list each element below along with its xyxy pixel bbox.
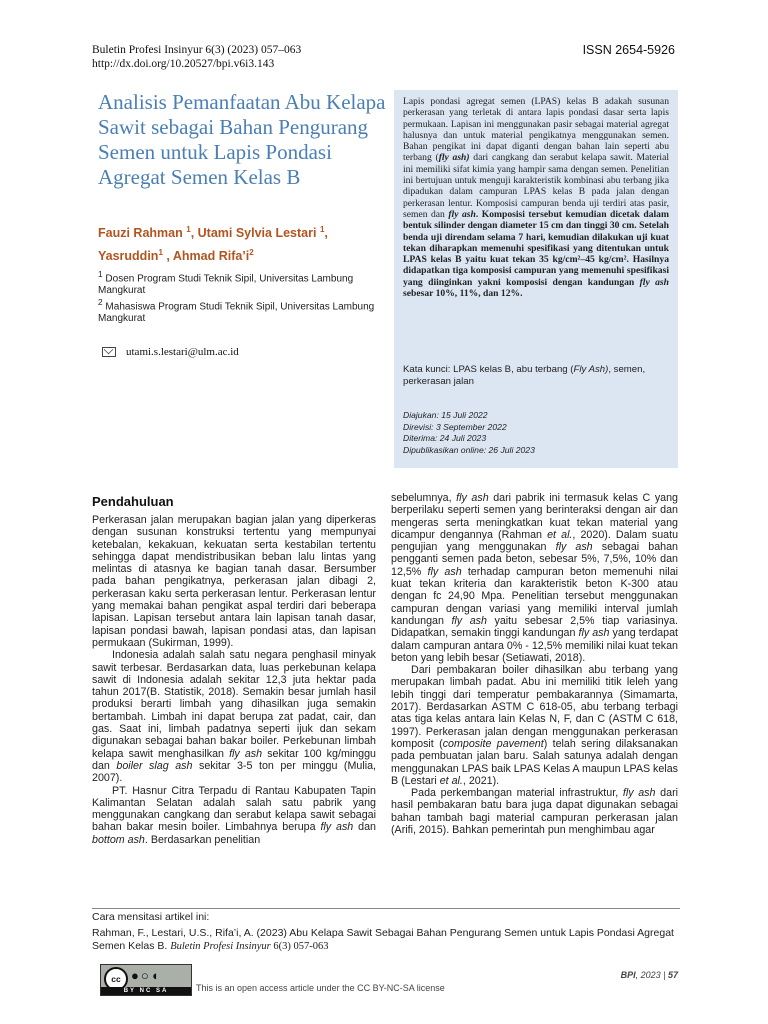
cc-by-nc-sa-badge[interactable] — [100, 964, 192, 996]
paragraph: PT. Hasnur Citra Terpadu di Rantau Kabupaten Tapin Kalimantan Selatan adalah salah satu pabrik yang menggunakan cangkang dan serabut kelapa sawit sebagai bahan bakar mesin boiler. Limbahnya berupa fly ash dan bottom ash. Berdasarkan penelitian — [92, 784, 376, 846]
citation-text: Rahman, F., Lestari, U.S., Rifa’i, A. (2023) Abu Kelapa Sawit Sebagai Bahan Pengurang Semen untuk Lapis Pondasi Agregat Semen Kelas B. Buletin Profesi Insinyur 6(3) 057-063 — [92, 927, 674, 952]
footer-separator: , 2023 | — [635, 970, 668, 980]
paragraph: Indonesia adalah salah satu negara penghasil minyak sawit terbesar. Berdasarkan data, luas perkebunan kelapa sawit di Indonesia adalah sekitar 12,3 juta hektar pada tahun 2017(B. Statistik, 2018). Semakin besar jumlah hasil produksi berarti limbah yang dihasilkan juga semakin bertambah. Limbah ini dapat berupa zat padat, cair, dan gas. Saat ini, limbah padatnya seperti ijuk dan sekam digunakan sebagai bahan bakar boiler. Perkebunan limbah kelapa sawit menghasilkan fly ash sekitar 100 kg/minggu dan boiler slag ash sekitar 3-5 ton per minggu (Mulia, 2007). — [92, 649, 376, 785]
issn: ISSN 2654-5926 — [582, 43, 675, 57]
body-column-right — [391, 492, 678, 836]
corresponding-email — [102, 346, 239, 358]
affiliation-number: 2 — [98, 297, 103, 307]
creative-commons-icon: cc — [104, 967, 128, 991]
author-separator: , — [324, 226, 328, 241]
license-text: This is an open access article under the CC BY-NC-SA license — [196, 983, 445, 993]
journal-header — [92, 43, 301, 71]
affiliation — [98, 296, 388, 325]
affiliation-text: Dosen Program Studi Teknik Sipil, Universitas Lambung Mangkurat — [98, 273, 354, 297]
footer-divider — [92, 908, 680, 909]
doi-link[interactable]: http://dx.doi.org/10.20527/bpi.v6i3.143 — [92, 58, 275, 70]
body-column-left — [92, 514, 376, 846]
section-heading: Pendahuluan — [92, 494, 174, 509]
page-number: 57 — [667, 970, 678, 980]
envelope-icon — [102, 347, 116, 357]
author-name: Yasruddin — [98, 249, 159, 264]
license-strip: BY NC SA — [101, 987, 191, 995]
email-address[interactable]: utami.s.lestari@ulm.ac.id — [126, 346, 239, 358]
article-dates — [403, 410, 669, 456]
journal-abbr: BPI — [620, 970, 636, 980]
date-published: Dipublikasikan online: 26 Juli 2023 — [403, 444, 535, 455]
date-revised: Direvisi: 3 September 2022 — [403, 421, 507, 432]
paragraph: Perkerasan jalan merupakan bagian jalan yang diperkeras dengan susunan konstruksi tertentu yang mempunyai ketebalan, kekakuan, kekuatan serta kestabilan tertentu sehingga dapat mendistribusikan beban lalu lintas yang melintas di atasnya ke bagian tanah dasar. Bersumber pada bahan pengikatnya, perkerasan jalan dibagi 2, perkerasan kaku serta perkerasan lentur. Perkerasan lentur yang memakai bahan pengikat aspal terdiri dari beberapa lapisan. Lapisan tersebut antara lain lapisan tanah dasar, lapisan pondasi bawah, lapisan pondasi atas, dan lapisan permukaan (Sukirman, 1999). — [92, 514, 376, 649]
paragraph: Dari pembakaran boiler dihasilkan abu terbang yang merupakan limbah padat. Abu ini memiliki titik leleh yang lebih tinggi dari temperatur pembakarannya (Simamarta, 2017). Berdasarkan ASTM C 618-05, abu terbang terbagi atas tiga kelas antara lain Kelas N, F, dan C (ASTM C 618, 1997). Perkerasan jalan dengan menggunakan perkerasan komposit (composite pavement) telah sering dilaksanakan pada pembuatan jalan baru. Salah satunya adalah dengan menggunakan LPAS baik LPAS Kelas A maupun LPAS kelas B (Lestari et al., 2021). — [391, 664, 679, 787]
author-list — [98, 220, 378, 266]
affiliation-text: Mahasiswa Program Studi Teknik Sipil, Universitas Lambung Mangkurat — [98, 301, 375, 325]
article-title: Analisis Pemanfaatan Abu Kelapa Sawit sebagai Bahan Pengurang Semen untuk Lapis Pondasi Agregat Semen Kelas B — [98, 90, 386, 189]
author-name: Ahmad Rifa’i — [172, 249, 250, 264]
affiliation — [98, 268, 388, 297]
license-attribute-icons: ●○◖ — [131, 968, 161, 983]
page-footer — [621, 970, 678, 980]
author-affil-mark: 1 — [319, 225, 325, 234]
citation-heading: Cara mensitasi artikel ini: — [92, 911, 210, 923]
paragraph: sebelumnya, fly ash dari pabrik ini termasuk kelas C yang berperilaku seperti semen yang berinteraksi dengan air dan mengeras serta meningkatkan kuat tekan material yang dicampur dengannya (Rahman et al., 2020). Dalam suatu pengujian yang menggunakan fly ash sebagai bahan pengganti semen pada beton, sebesar 5%, 7,5%, 10% dan 12,5% fly ash terhadap campuran beton memenuhi nilai kuat tekan kriteria dan karakteristik beton K-300 atau dengan fc 24,90 Mpa. Penelitian tersebut menggunakan campuran dengan variasi yang memiliki interval jumlah kandungan fly ash yaitu sebesar 2,5% tiap variasinya. Didapatkan, semakin tinggi kandungan fly ash yang terdapat dalam campuran antara 0% - 12,5% memiliki nilai kuat tekan beton yang lebih besar (Setiawati, 2018). — [391, 492, 679, 664]
abstract-text: Lapis pondasi agregat semen (LPAS) kelas B adakah susunan perkerasan yang terletak di antara lapis pondasi dasar serta lapis permukaan. Lapisan ini menggunakan pasir sebagai material agregat halusnya dan untuk material pengikatnya menggunakan semen. Bahan pengikat ini dapat diganti dengan bahan lain seperti abu terbang (fly ash) dari cangkang dan serabut kelapa sawit. Material ini memiliki sifat kimia yang hampir sama dengan semen. Penelitian ini bertujuan untuk menguji karakteristik kombinasi abu terbang jika dipadukan dalam campuran LPAS kelas B pada jalan dengan perkerasan lentur. Komposisi campuran benda uji terdiri atas pasir, semen dan fly ash. Komposisi tersebut kemudian dicetak dalam bentuk silinder dengan diameter 15 cm dan tinggi 30 cm. Setelah benda uji direndam selama 7 hari, kemudian dilakukan uji kuat tekan diharapkan memenuhi spesifikasi yang ditentukan untuk LPAS kelas B yaitu kuat tekan 35 kg/cm²–45 kg/cm². Hasilnya didapatkan tiga komposisi campuran yang memenuhi spesifikasi yang diinginkan yakni komposisi dengan kandungan fly ash sebesar 10%, 11%, dan 12%. — [403, 96, 670, 300]
paragraph: Pada perkembangan material infrastruktur, fly ash dari hasil pembakaran batu bara juga dapat digunakan sebagai bahan tambah bagi material campuran perkerasan jalan (Arifi, 2015). Bahkan pemerintah pun menghimbau agar — [391, 787, 679, 837]
date-submitted: Diajukan: 15 Juli 2022 — [403, 410, 488, 420]
author-separator: , — [162, 249, 173, 264]
author-affil-mark: 1 — [186, 225, 191, 234]
date-accepted: Diterima: 24 Juli 2023 — [403, 433, 487, 443]
keywords: Kata kunci: LPAS kelas B, abu terbang (Fly Ash), semen, perkerasan jalan — [403, 364, 646, 387]
author-affil-mark: 2 — [249, 248, 254, 258]
author-separator: , — [190, 226, 198, 241]
author-affil-mark: 1 — [158, 248, 163, 258]
affiliation-number: 1 — [98, 269, 103, 279]
journal-line: Buletin Profesi Insinyur 6(3) (2023) 057–063 — [92, 44, 302, 56]
author-name: Utami Sylvia Lestari — [197, 226, 317, 241]
author-name: Fauzi Rahman — [98, 226, 183, 241]
